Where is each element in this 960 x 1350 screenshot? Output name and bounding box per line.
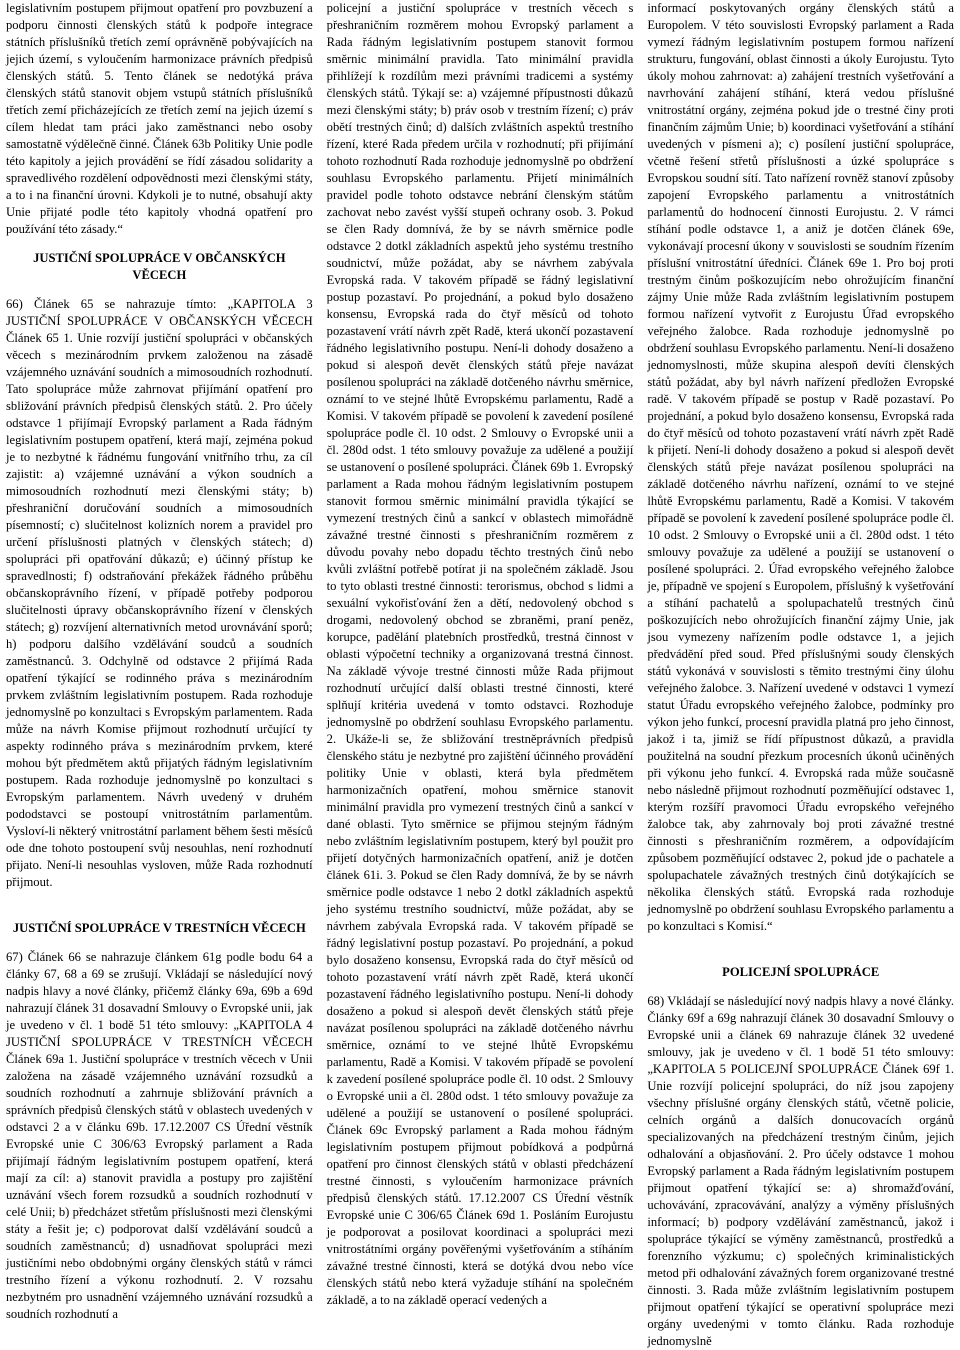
text-column-right xyxy=(647,0,955,1348)
section-heading: POLICEJNÍ SPOLUPRÁCE xyxy=(722,965,880,979)
text-column-left xyxy=(6,0,313,1321)
paragraph-spacer xyxy=(6,891,313,908)
body-paragraph: 66) Článek 65 se nahrazuje tímto: „KAPITOLA 3 JUSTIČNÍ SPOLUPRÁCE V OBČANSKÝCH VĚCECH Článek 65 1. Unie rozvíjí justiční spolupráci v občanských věcech s mezinárodním prvkem založenou na zásadě vzájemného uznávání soudních a mimosoudních rozhodnutí. Tato spolupráce může zahrnovat přijímání opatření pro sbližování právních předpisů členských států. 2. Pro účely odstavce 1 přijímají Evropský parlament a Rada řádným legislativním postupem opatření, která mají, zejména pokud je to nezbytné k řádnému fungování vnitřního trhu, za cíl zajistit: a) vzájemné uznávání a výkon soudních a mimosoudních rozhodnutí mezi členskými státy; b) přeshraniční doručování soudních a mimosoudních písemností; c) slučitelnost kolizních norem a pravidel pro určení příslušnosti platných v členských státech; d) spolupráci při opatřování důkazů; e) účinný přístup ke spravedlnosti; f) odstraňování překážek řádného průběhu občanskoprávního řízení, v případě potřeby podporou slučitelnosti úpravy občanskoprávního řízení v členských státech; g) rozvíjení alternativních metod urovnávání sporů; h) podporu dalšího vzdělávání soudců a soudních zaměstnanců. 3. Odchylně od odstavce 2 přijímá Rada opatření týkající se rodinného práva s mezinárodním prvkem zvláštním legislativním postupem. Rada rozhoduje jednomyslně po konzultaci s Evropským parlamentem. Rada může na návrh Komise přijmout rozhodnutí určující ty aspekty rodinného práva s mezinárodním prvkem, které mohou být předmětem aktů přijatých řádným legislativním postupem. Rada rozhoduje jednomyslně po konzultaci s Evropským parlamentem. Návrh uvedený v druhém pododstavci se postoupí vnitrostátním parlamentům. Vysloví-li některý vnitrostátní parlament během šesti měsíců ode dne tohoto postoupení svůj nesouhlas, není rozhodnutí přijato. Není-li nesouhlas vysloven, může Rada rozhodnutí přijmout. xyxy=(6,297,313,889)
paragraph-spacer xyxy=(647,935,954,952)
body-paragraph: 68) Vkládají se následující nový nadpis hlavy a nové články. Články 69f a 69g nahrazují článek 30 dosavadní Smlouvy o Evropské unii a článek 69 nahrazuje článek 32 uvedené smlouvy, jak je uvedeno v čl. 1 bodě 51 této smlouvy: „KAPITOLA 5 POLICEJNÍ SPOLUPRÁCE Článek 69f 1. Unie rozvíjí policejní spolupráci, do níž jsou zapojeny všechny příslušné orgány členských států, včetně policie, celních orgánů a dalších donucovacích orgánů specializovaných na předcházení trestným činům, jejich odhalování a objasňování. 2. Pro účely odstavce 1 mohou Evropský parlament a Rada řádným legislativním postupem přijmout opatření týkající se: a) shromažďování, uchovávání, zpracovávání, analýzy a výměny příslušných informací; b) podpory vzdělávání zaměstnanců, jakož i spolupráce týkající se výměny zaměstnanců, prostředků a forenzního výzkumu; c) společných kriminalistických metod při odhalování závažných forem organizované trestné činnosti. 3. Rada může zvláštním legislativním postupem přijmout opatření týkající se operativní spolupráce mezi orgány uvedenými v tomto článku. Rada rozhoduje jednomyslně xyxy=(647,994,955,1348)
body-paragraph: 67) Článek 66 se nahrazuje článkem 61g podle bodu 64 a články 67, 68 a 69 se zrušují. Vkládají se následující nový nadpis hlavy a nové články, přičemž články 69a, 69b a 69d nahrazují článek 31 dosavadní Smlouvy o Evropské unii, jak je uvedeno v čl. 1 bodě 51 této smlouvy: „KAPITOLA 4 JUSTIČNÍ SPOLUPRÁCE V TRESTNÍCH VĚCECH Článek 69a 1. Justiční spolupráce v trestních věcech v Unii založena na zásadě vzájemného uznávání rozsudků a soudních rozhodnutí a zahrnuje sbližování právních a správních předpisů členských států v oblastech uvedených v odstavci 2 a v článku 69b. 17.12.2007 CS Úřední věstník Evropské unie C 306/63 Evropský parlament a Rada přijímají řádným legislativním postupem opatření, která mají za cíl: a) stanovit pravidla a postupy pro zajištění uznávání všech forem rozsudků a soudních rozhodnutí v celé Unii; b) předcházet střetům příslušnosti mezi členskými státy a řešit je; c) podporovat další vzdělávání soudců a soudních zaměstnanců; d) usnadňovat spolupráci mezi justičními nebo obdobnými orgány členských států v rámci trestního řízení a výkonu rozhodnutí. 2. V rozsahu nezbytném pro usnadnění vzájemného uznávání rozsudků a soudních rozhodnutí a xyxy=(6,950,313,1321)
body-paragraph: policejní a justiční spolupráce v trestních věcech s přeshraničním rozměrem mohou Evropský parlament a Rada řádným legislativním postupem stanovit formou směrnic minimální pravidla. Tato minimální pravidla přihlížejí k rozdílům mezi právními tradicemi a systémy členských států. Týkají se: a) vzájemné přípustnosti důkazů mezi členskými státy; b) práv osob v trestním řízení; c) práv obětí trestných činů; d) dalších zvláštních aspektů trestního řízení, které Rada předem určila v rozhodnutí; při přijímání tohoto rozhodnutí Rada rozhoduje jednomyslně po obdržení souhlasu Evropského parlamentu. Přijetí minimálních pravidel podle tohoto odstavce nebrání členským státům zachovat nebo zavést vyšší stupeň ochrany osob. 3. Pokud se člen Rady domnívá, že by se návrh směrnice podle odstavce 2 dotkl základních aspektů jeho systému trestního soudnictví, může požádat, aby se návrhem zabývala Evropská rada. V takovém případě se řádný legislativní postup pozastaví. Po projednání, a pokud bylo dosaženo konsensu, Evropská rada do čtyř měsíců od tohoto pozastavení vrátí návrh zpět Radě, která ukončí pozastavení řádného legislativního postupu. Není-li dohody dosaženo a pokud si alespoň devět členských států přeje navázat posílenou spolupráci na základě dotčeného návrhu směrnice, oznámí to ve stejné lhůtě Evropskému parlamentu, Radě a Komisi. V takovém případě se povolení k zavedení posílené spolupráce podle čl. 10 odst. 2 Smlouvy o Evropské unii a čl. 280d odst. 1 této smlouvy považuje za udělené a použijí se ustanovení o posílené spolupráci. Článek 69b 1. Evropský parlament a Rada mohou řádným legislativním postupem stanovit formou směrnic minimální pravidla týkající se vymezení trestných činů a sankcí v oblastech mimořádně závažné trestné činnosti s přeshraničním rozměrem z důvodu povahy nebo dopadu těchto trestných činů nebo kvůli zvláštní potřebě potírat ji na společném základě. Jsou to tyto oblasti trestné činnosti: terorismus, obchod s lidmi a sexuální vykořisťování žen a dětí, nedovolený obchod s drogami, nedovolený obchod se zbraněmi, praní peněz, korupce, padělání platebních prostředků, trestná činnost v oblasti výpočetní techniky a organizovaná trestná činnost. Na základě vývoje trestné činnosti může Rada přijmout rozhodnutí určující další oblasti trestné činnosti, které splňují kritéria uvedená v tomto odstavci. Rozhoduje jednomyslně po obdržení souhlasu Evropského parlamentu. 2. Ukáže-li se, že sbližování trestněprávních předpisů členského státu je nezbytné pro zajištění účinného provádění politiky Unie v oblasti, která byla předmětem harmonizačních opatření, mohou směrnice stanovit minimální pravidla pro vymezení trestných činů a sankcí v dané oblasti. Tyto směrnice se přijmou stejným řádným nebo zvláštním legislativním postupem, který byl použit pro přijetí dotyčných harmonizačních opatření, aniž je dotčen článek 61i. 3. Pokud se člen Rady domnívá, že by se návrh směrnice podle odstavce 1 nebo 2 dotkl základních aspektů jeho systému trestního soudnictví, může požádat, aby se návrhem zabývala Evropská rada. V takovém případě se řádný legislativní postup pozastaví. Po projednání, a pokud bylo dosaženo konsensu, Evropská rada do čtyř měsíců od tohoto pozastavení vrátí návrh zpět Radě, která ukončí pozastavení řádného legislativního postupu. Není-li dohody dosaženo a pokud si alespoň devět členských států přeje navázat posílenou spolupráci na základě dotčeného návrhu směrnice, oznámí to ve stejné lhůtě Evropskému parlamentu, Radě a Komisi. V takovém případě se povolení k zavedení posílené spolupráce podle čl. 10 odst. 2 Smlouvy o Evropské unii a čl. 280d odst. 1 této smlouvy považuje za udělené a použijí se ustanovení o posílené spolupráci. Článek 69c Evropský parlament a Rada mohou řádným legislativním postupem přijmout pobídková a podpůrná opatření pro činnost členských států v oblasti předcházení trestné činnosti, s vyloučením harmonizace právních předpisů členských států. 17.12.2007 CS Úřední věstník Evropské unie C 306/65 Článek 69d 1. Posláním Eurojustu je podporovat a posilovat koordinaci a spolupráci mezi vnitrostátními orgány pověřenými vyšetřováním a stíháním závažné trestné činnosti, která se dotýká dvou nebo více členských států nebo která vyžaduje stíhání na společném základě, a to na základě operací vedených a xyxy=(326,1,634,1307)
section-heading: JUSTIČNÍ SPOLUPRÁCE V TRESTNÍCH VĚCECH xyxy=(12,921,306,935)
section-heading: JUSTIČNÍ SPOLUPRÁCE V OBČANSKÝCH VĚCECH xyxy=(33,251,286,282)
body-paragraph: informací poskytovaných orgány členských států a Europolem. V této souvislosti Evropský parlament a Rada vymezí řádným legislativním postupem formou nařízení strukturu, fungování, oblast činnosti a úkoly Eurojustu. Tyto úkoly mohou zahrnovat: a) zahájení trestních vyšetřování a navrhování zahájení stíhání, která vedou příslušné vnitrostátní orgány, zejména pokud jde o trestné činy proti finančním zájmům Unie; b) koordinaci vyšetřování a stíhání uvedených v písmeni a); c) posílení justiční spolupráce, včetně řešení střetů příslušnosti a úzké spolupráce s Evropskou soudní sítí. Tato nařízení rovněž stanoví způsoby zapojení Evropského parlamentu a vnitrostátních parlamentů do hodnocení činnosti Eurojustu. 2. V rámci stíhání podle odstavce 1, a aniž je dotčen článek 69e, vykonávají procesní úkony v souvislosti se soudním řízením příslušní vnitrostátní úředníci. Článek 69e 1. Pro boj proti trestným činům poškozujícím nebo ohrožujícím finanční zájmy Unie může Rada zvláštním legislativním postupem formou nařízení vytvořit z Eurojustu Úřad evropského veřejného žalobce. Rada rozhoduje jednomyslně po obdržení souhlasu Evropského parlamentu. Není-li dosaženo jednomyslnosti, může skupina alespoň devíti členských států požádat, aby byl návrh nařízení předložen Evropské radě. V takovém případě se postup v Radě pozastaví. Po projednání, a pokud bylo dosaženo konsensu, Evropská rada do čtyř měsíců od tohoto pozastavení vrátí návrh zpět Radě k přijetí. Není-li dohody dosaženo a pokud si alespoň devět členských států přeje navázat posílenou spolupráci na základě dotčeného návrhu nařízení, oznámí to ve stejné lhůtě Evropskému parlamentu, Radě a Komisi. V takovém případě se povolení k zavedení posílené spolupráce podle čl. 10 odst. 2 Smlouvy o Evropské unii a čl. 280d odst. 1 této smlouvy považuje za udělené a použijí se ustanovení o posílené spolupráci. 2. Úřad evropského veřejného žalobce je, případně ve spojení s Europolem, příslušný k vyšetřování a stíhání pachatelů a spolupachatelů trestných činů poškozujících nebo ohrožujících finanční zájmy Unie, jak jsou vymezeny nařízením podle odstavce 1, a jejich předvádění před soud. Před příslušnými soudy členských států vykonává v souvislosti s těmito trestnými činy úlohu veřejného žalobce. 3. Nařízení uvedené v odstavci 1 vymezí statut Úřadu evropského veřejného žalobce, podmínky pro výkon jeho funkcí, procesní pravidla platná pro jeho činnost, jakož i ta, jimiž se řídí přípustnost důkazů, a pravidla použitelná na soudní přezkum procesních úkonů učiněných při výkonu jeho funkcí. 4. Evropská rada může současně nebo následně přijmout rozhodnutí pozměňující odstavec 1, kterým rozšíří pravomoci Úřadu evropského veřejného žalobce tak, aby zahrnovaly boj proti závažné trestné činnosti s přeshraničním rozměrem, a odpovídajícím způsobem pozměňující odstavec 2, pokud jde o pachatele a spolupachatele závažných trestných činů dotýkajících se několika členských států. Evropská rada rozhoduje jednomyslně po obdržení souhlasu Evropského parlamentu a po konzultaci s Komisí.“ xyxy=(647,1,955,933)
body-paragraph: legislativním postupem přijmout opatření pro povzbuzení a podporu činnosti členských států k podpoře integrace státních příslušníků třetích zemí oprávněně pobývajících na jejich území, s vyloučením harmonizace právních předpisů členských států. 5. Tento článek se nedotýká práva členských států stanovit objem vstupů státních příslušníků třetích zemí přicházejících ze třetích zemí na jejich území s cílem hledat tam práci jako zaměstnanci nebo osoby samostatně výdělečně činné. Článek 63b Politiky Unie podle této kapitoly a jejich provádění se řídí zásadou solidarity a spravedlivého rozdělení odpovědnosti mezi členskými státy, a to i na finanční úrovni. Kdykoli je to nutné, obsahují akty Unie přijaté podle této kapitoly vhodná opatření pro používání této zásady.“ xyxy=(6,1,313,236)
text-column-middle xyxy=(326,0,634,1307)
